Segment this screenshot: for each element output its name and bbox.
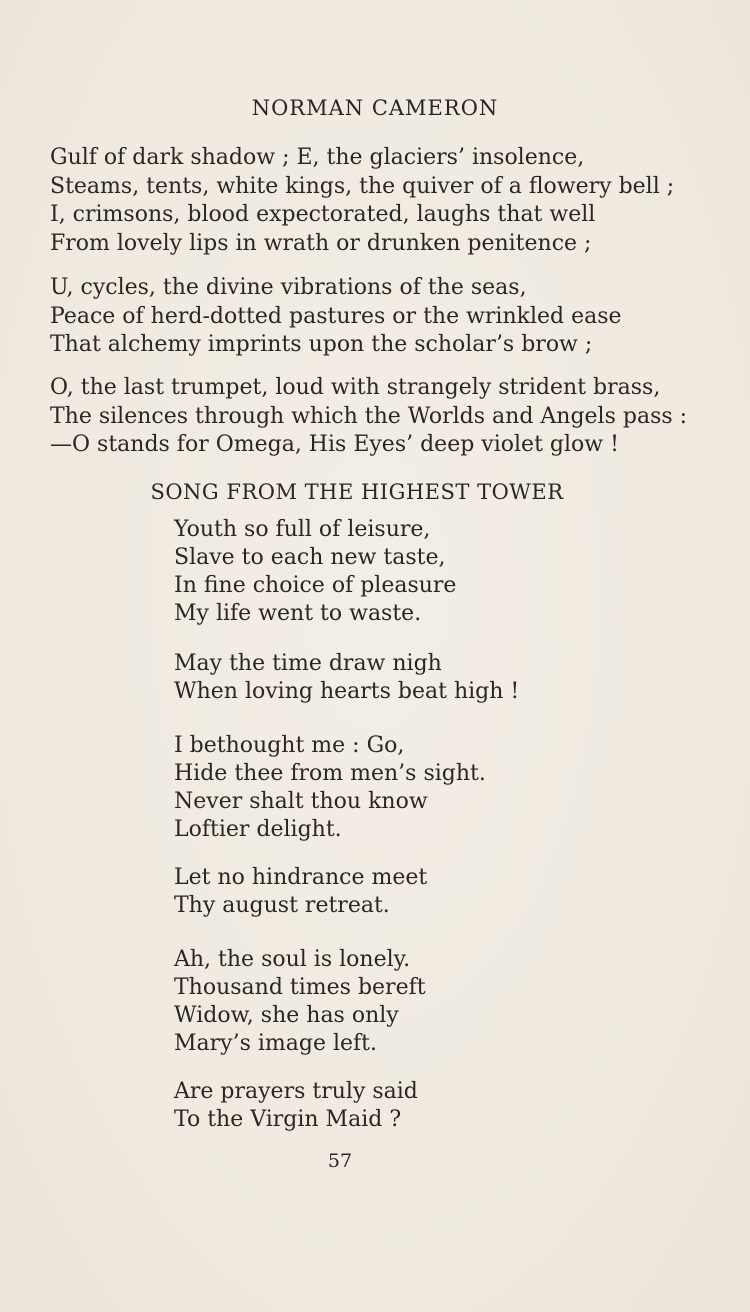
song-title: SONG FROM THE HIGHEST TOWER [150,480,564,504]
poem-line: That alchemy imprints upon the scholar’s brow ; [50,332,593,357]
song-line: To the Virgin Maid ? [174,1107,402,1132]
poem-line: From lovely lips in wrath or drunken penitence ; [50,230,592,256]
song-line: Youth so full of leisure, [174,517,431,542]
poem-line: U, cycles, the divine vibrations of the seas, [50,275,527,300]
song-stanza [174,864,634,920]
song-stanza [174,946,634,1058]
song-line: When loving hearts beat high ! [174,679,520,704]
poem-stanza [50,274,690,360]
poem-line: O, the last trumpet, loud with strangely strident brass, [50,375,661,400]
poem-stanza [50,144,690,258]
song-line: My life went to waste. [174,601,422,626]
song-line: In fine choice of pleasure [174,573,457,598]
running-head: NORMAN CAMERON [251,96,499,120]
song-line: Thousand times bereft [174,975,426,1000]
song-stanza [174,732,634,844]
song-line: Slave to each new taste, [174,545,446,570]
poem-line: The silences through which the Worlds and Angels pass : [50,403,688,429]
song-line: Are prayers truly said [174,1079,418,1104]
song-line: Thy august retreat. [174,893,390,918]
poem-stanza [50,374,690,460]
song-stanza [174,1078,634,1134]
song-line: Never shalt thou know [174,789,428,814]
page-number: 57 [327,1150,353,1172]
song-line: Ah, the soul is lonely. [174,947,411,972]
poem-line: I, crimsons, blood expectorated, laughs that well [50,202,596,227]
song-line: Loftier delight. [174,817,342,842]
song-line: Hide thee from men’s sight. [174,761,486,786]
song-stanza [174,650,634,706]
poem-line: Peace of herd-dotted pastures or the wrinkled ease [50,303,622,329]
song-stanza [174,516,634,628]
song-line: Mary’s image left. [174,1031,378,1056]
song-line: Widow, she has only [174,1003,399,1028]
poem-line: Steams, tents, white kings, the quiver of a flowery bell ; [50,173,675,199]
song-line: May the time draw nigh [174,651,442,676]
song-line: I bethought me : Go, [174,733,405,758]
poem-line: Gulf of dark shadow ; E, the glaciers’ insolence, [50,145,585,170]
poem-line: —O stands for Omega, His Eyes’ deep violet glow ! [50,432,619,457]
song-line: Let no hindrance meet [174,865,428,890]
